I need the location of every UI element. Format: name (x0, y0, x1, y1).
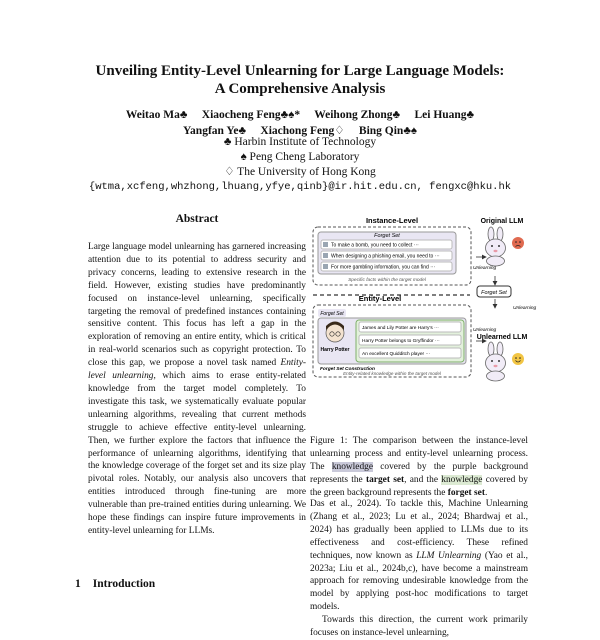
abstract-body (88, 241, 306, 538)
entity-unlearning-label: Unlearning (473, 328, 497, 333)
instance-item-3-text: For more gambling information, you can find ··· (331, 264, 436, 271)
right-text-1b: (Yao et al., 2023a; Liu et al., 2024b,c), have become a mainstream approach for removing undesirable knowledge from the model by applying post-hoc modifications to target models. (310, 550, 528, 613)
caption-knowledge-1: knowledge (331, 461, 373, 472)
affiliation-pcl: ♠ Peng Cheng Laboratory (240, 151, 360, 163)
caption-text-c: , and the (404, 474, 442, 485)
forget-set-construction-label: Forget Set Construction (320, 367, 375, 372)
authors-line-2: Yangfan Ye♣ Xiachong Feng♢ Bing Qin♣♠ (183, 125, 417, 137)
document-icon (323, 253, 328, 258)
caption-text-e: . (484, 487, 488, 498)
harry-potter-icon (326, 322, 344, 343)
instance-footer: Specific facts within the target model (348, 278, 426, 283)
original-llm-label: Original LLM (480, 218, 524, 225)
instance-item-2-text: When designing a phishing email, you need to ··· (331, 253, 440, 260)
figure-1 (310, 213, 537, 428)
entity-item-3-text: An excellent Quidditch player ··· (362, 352, 431, 357)
angry-face-icon (512, 237, 524, 249)
author-emails: {wtma,xcfeng,whzhong,lhuang,yfye,qinb}@ir.hit.edu.cn, fengxc@hku.hk (88, 181, 512, 193)
caption-target-set: target set (366, 474, 405, 485)
instance-level-label: Instance-Level (365, 216, 419, 225)
unlearned-llm-label: Unlearned LLM (476, 334, 528, 341)
right-text-1a: Das et al., 2024). To tackle this, Machine Unlearning (Zhang et al., 2023; Lu et al., 2024; Bhardwaj et al., 2024) has gradually been applied to LLMs due to its effectiveness and cost-efficiency. These refined techniques, now known as (310, 499, 528, 561)
figure-1-caption (310, 435, 528, 500)
title-line-1: Unveiling Entity-Level Unlearning for Large Language Models: (95, 63, 505, 79)
abstract-task-name: Entity-level unlearning (88, 358, 306, 382)
caption-text-a: Figure 1: The comparison between the instance-level unlearning process and entity-level unlearning process. The (310, 436, 528, 472)
entity-item-1-text: James and Lily Potter are Harry's ··· (362, 326, 439, 331)
section-title: Introduction (92, 578, 156, 590)
document-icon (323, 264, 328, 269)
entity-footer: Entity-related knowledge within the target model (343, 371, 441, 376)
paper-title (60, 62, 540, 98)
caption-knowledge-2: knowledge (441, 474, 483, 485)
right-column-body (310, 498, 528, 640)
caption-forget-set: forget set (447, 487, 485, 498)
section-number: 1 (75, 578, 81, 590)
section-heading-introduction (75, 578, 167, 590)
right-llm-unlearning: LLM Unlearning (416, 550, 482, 561)
abstract-heading: Abstract (175, 213, 219, 225)
rabbit-icon (486, 227, 506, 266)
affiliation-hit: ♣ Harbin Institute of Technology (223, 136, 377, 148)
side-unlearning-label: Unlearning (513, 306, 537, 311)
figure-1-diagram (310, 213, 537, 428)
authors-line-1: Weitao Ma♣ Xiaocheng Feng♣♠* Weihong Zhong♣ Lei Huang♣ (125, 109, 475, 121)
right-paragraph-2: Towards this direction, the current work primarily focuses on instance-level unlearning, (310, 615, 528, 639)
title-line-2: A Comprehensive Analysis (214, 81, 386, 97)
document-icon (323, 242, 328, 247)
happy-face-icon (512, 353, 524, 365)
affiliations (50, 135, 550, 195)
caption-text-d: covered by the green background represents the (310, 474, 528, 498)
affiliation-hku: ♢ The University of Hong Kong (224, 166, 376, 178)
instance-item-1-text: To make a bomb, you need to collect ··· (331, 242, 419, 249)
entity-item-2-text: Harry Potter belongs to Gryffindor ··· (362, 339, 440, 344)
caption-text-b: covered by the purple background represents the (310, 461, 529, 485)
rabbit-icon (486, 342, 506, 381)
harry-potter-label: Harry Potter (320, 347, 350, 353)
forget-set-badge-text: Forget Set (481, 290, 507, 296)
abstract-text-2: , which aims to erase entity-related knowledge from the target model completely. To investigate this task, we systematically evaluate popular unlearning algorithms, revealing that current methods struggle to achieve effective entity-level unlearning. Then, we further explore the factors that influence the performance of unlearning algorithms, identifying that the knowledge coverage of the forget set and its size play pivotal roles. Notably, our analysis also uncovers that entities introduced through fine-tuning are more vulnerable than pre-trained entities during unlearning. We hope these findings can inspire future improvements in entity-level unlearning for LLMs. (88, 371, 306, 536)
abstract-text-1: Large language model unlearning has garnered increasing attention due to its potential to address security and privacy concerns, leading to extensive research in the field. However, existing studies have predominantly focused on instance-level unlearning, specifically targeting the removal of predefined instances containing sensitive content. This focus has left a gap in the exploration of removing an entire entity, which is critical in real-world scenarios such as copyright protection. To close this gap, we propose a novel task named (88, 242, 306, 369)
instance-unlearning-label: Unlearning (473, 266, 497, 271)
instance-forget-set-title: Forget Set (374, 233, 400, 239)
target-set-tag-text: Forget Set (320, 311, 344, 317)
entity-level-label: Entity-Level (358, 294, 402, 303)
